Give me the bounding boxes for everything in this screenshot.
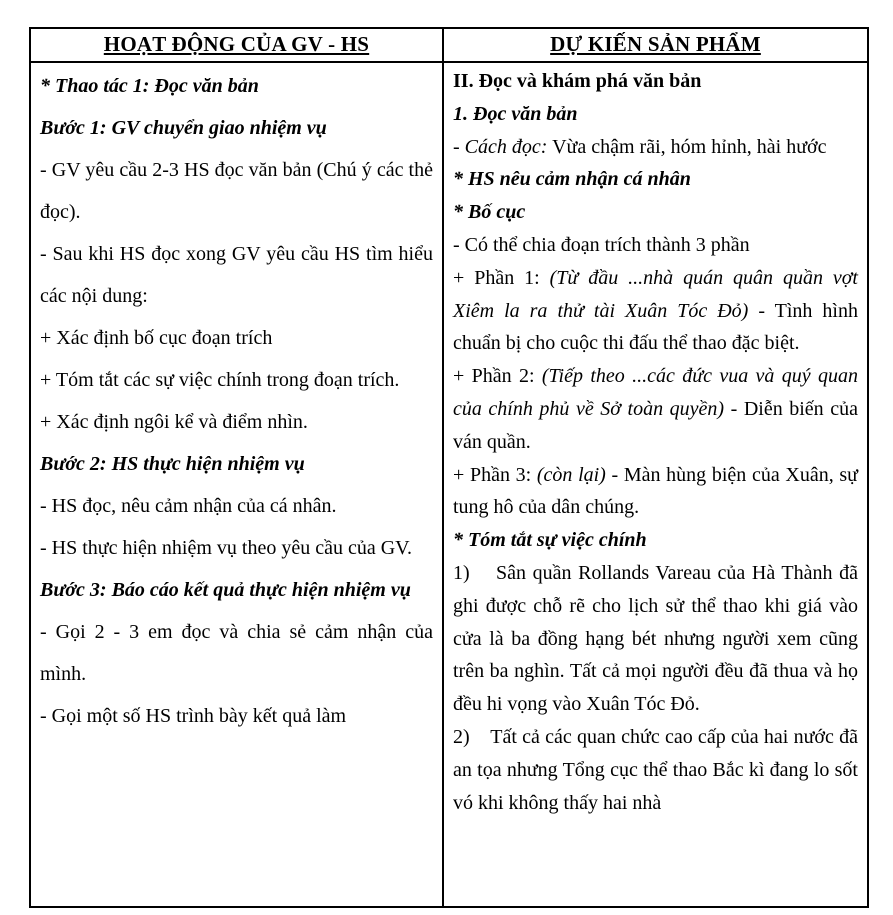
paragraph — [40, 317, 433, 359]
text-run: (Từ đầu ...nhà quán quân quần vợt Xiêm la ra thử tài Xuân Tóc Đỏ) — [453, 266, 858, 322]
text-run: 2) Tất cả các quan chức cao cấp của hai nước đã an tọa nhưng Tổng cục thể thao Bắc kì đang lo sốt vó khi không thấy hai nhà — [453, 725, 858, 814]
paragraph — [453, 229, 858, 262]
text-run: + Xác định bố cục đoạn trích — [40, 327, 273, 349]
text-run: + Phần 2: — [453, 365, 542, 388]
table-body-row — [30, 62, 868, 907]
paragraph — [40, 485, 433, 527]
paragraph — [453, 196, 858, 229]
paragraph — [40, 611, 433, 695]
text-run: Bước 1: GV chuyển giao nhiệm vụ — [40, 117, 327, 139]
text-run: - Có thể chia đoạn trích thành 3 phần — [453, 233, 750, 256]
text-run: - HS thực hiện nhiệm vụ theo yêu cầu của GV. — [40, 537, 413, 559]
gv-hs-activities-content — [31, 63, 442, 906]
paragraph — [40, 65, 433, 107]
paragraph — [40, 443, 433, 485]
right-column-header-cell — [443, 28, 868, 62]
text-run: (Tiếp theo ...các đức vua và quý quan của chính phủ về Sở toàn quyền) — [453, 365, 858, 420]
right-column-header: DỰ KIẾN SẢN PHẨM — [550, 32, 761, 56]
text-run: (còn lại) — [536, 463, 606, 486]
text-run: * Thao tác 1: Đọc văn bản — [40, 75, 259, 97]
expected-products-content — [444, 63, 867, 906]
text-run: - Tình hình chuẩn bị cho cuộc thi đấu thể thao đặc biệt. — [453, 299, 858, 355]
paragraph — [453, 131, 858, 164]
text-run: - Màn hùng biện của Xuân, sự tung hô của dân chúng. — [453, 463, 858, 519]
table-header-row — [30, 28, 868, 62]
gv-hs-activities-cell — [30, 62, 443, 907]
paragraph — [453, 459, 858, 525]
text-run: Cách đọc: — [464, 135, 548, 158]
text-run: - GV yêu cầu 2-3 HS đọc văn bản (Chú ý các thẻ đọc). — [40, 159, 433, 223]
text-run: - Gọi 2 - 3 em đọc và chia sẻ cảm nhận của mình. — [40, 621, 433, 685]
paragraph — [453, 360, 858, 458]
paragraph — [453, 65, 858, 98]
document-page — [0, 27, 893, 915]
text-run: + Xác định ngôi kể và điểm nhìn. — [40, 411, 308, 433]
text-run: - — [453, 135, 465, 158]
paragraph — [453, 557, 858, 721]
paragraph — [453, 524, 858, 557]
text-run: Bước 3: Báo cáo kết quả thực hiện nhiệm vụ — [40, 579, 411, 601]
paragraph — [40, 359, 433, 401]
text-run: - HS đọc, nêu cảm nhận của cá nhân. — [40, 495, 337, 517]
paragraph — [40, 569, 433, 611]
text-run: * Tóm tắt sự việc chính — [453, 529, 647, 552]
paragraph — [40, 233, 433, 317]
paragraph — [40, 527, 433, 569]
text-run: II. Đọc và khám phá văn bản — [453, 70, 702, 92]
expected-products-cell — [443, 62, 868, 907]
paragraph — [40, 401, 433, 443]
paragraph — [453, 98, 858, 131]
text-run: 1) Sân quần Rollands Vareau của Hà Thành đã ghi được chỗ rẽ cho lịch sử thể thao khi giá vào cửa là ba đồng hạng bét nhưng người xem cũng trên ba nghìn. Tất cả mọi người đều đã thua và họ đều hi vọng vào Xuân Tóc Đỏ. — [453, 561, 858, 716]
text-run: - Gọi một số HS trình bày kết quả làm — [40, 705, 347, 727]
text-run: Vừa chậm rãi, hóm hỉnh, hài hước — [547, 135, 827, 158]
text-run: - Sau khi HS đọc xong GV yêu cầu HS tìm hiểu các nội dung: — [40, 243, 433, 307]
paragraph — [453, 163, 858, 196]
text-run: * Bố cục — [453, 201, 526, 224]
left-column-header: HOẠT ĐỘNG CỦA GV - HS — [103, 32, 370, 56]
paragraph — [40, 107, 433, 149]
text-run: * HS nêu cảm nhận cá nhân — [453, 168, 691, 191]
paragraph — [40, 695, 433, 737]
paragraph — [40, 149, 433, 233]
text-run: 1. Đọc văn bản — [453, 102, 578, 125]
text-run: Bước 2: HS thực hiện nhiệm vụ — [40, 453, 305, 475]
text-run: + Phần 1: — [453, 266, 550, 289]
text-run: + Tóm tắt các sự việc chính trong đoạn trích. — [40, 369, 400, 391]
left-column-header-cell — [30, 28, 443, 62]
paragraph — [453, 262, 858, 360]
text-run: - Diễn biến của ván quần. — [453, 397, 858, 453]
paragraph — [453, 721, 858, 819]
text-run: + Phần 3: — [453, 463, 537, 486]
lesson-plan-table — [29, 27, 869, 908]
